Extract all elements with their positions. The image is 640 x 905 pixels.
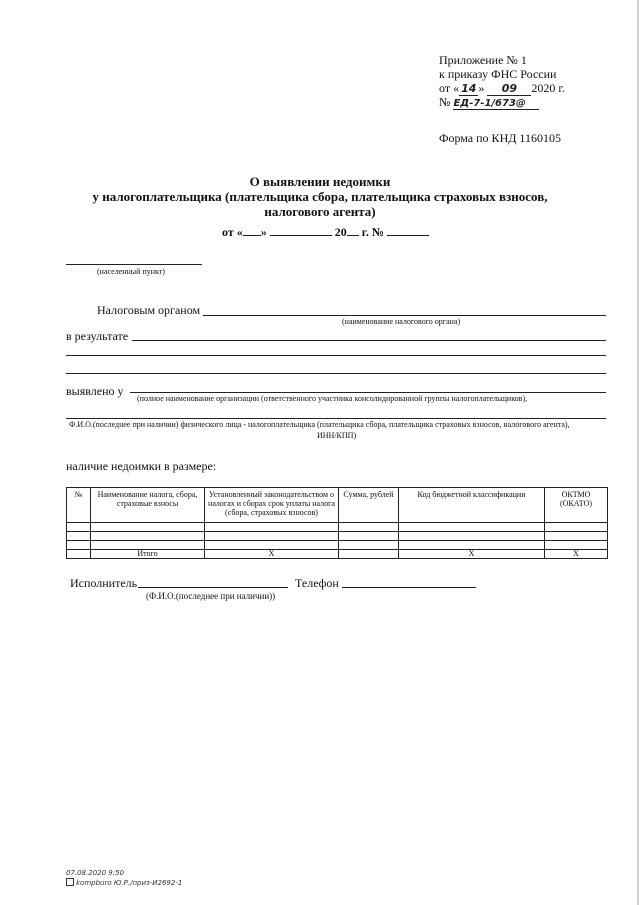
document-number-blank (387, 235, 429, 236)
identified-line (130, 392, 606, 393)
table-row (67, 541, 608, 550)
executor-line (138, 587, 288, 588)
blank-line-2 (66, 373, 606, 374)
document-title-line2: у налогоплательщика (плательщика сбора, плательщика страховых взносов, (92, 189, 548, 204)
print-icon (66, 878, 74, 886)
table-header-row (67, 488, 608, 523)
table-row (67, 523, 608, 532)
executor-caption: (Ф.И.О.(последнее при наличии)) (146, 591, 276, 601)
document-date-year: 20 (334, 225, 347, 239)
order-reference: к приказу ФНС России (439, 67, 557, 81)
form-code: Форма по КНД 1160105 (439, 131, 561, 145)
order-date-prefix: от « (439, 81, 460, 95)
order-date-month: 09 (487, 82, 531, 96)
phone-line (342, 587, 476, 588)
total-term-x: Х (205, 550, 339, 559)
order-number-prefix: № (439, 95, 451, 109)
person-caption-1: Ф.И.О.(последнее при наличии) физического лица - налогоплательщика (плательщика сбора, плательщика страховых взносов, налогового агента), (69, 420, 570, 429)
tax-authority-line (203, 315, 606, 316)
table-total-row (67, 550, 608, 559)
header-number: № (67, 488, 91, 523)
print-path-text: kompburo Ю.Р./приз-И2692-1 (76, 879, 183, 887)
header-oktmo: ОКТМО (ОКАТО) (545, 488, 608, 523)
as-result-line (132, 340, 606, 341)
document-date-mid: » (260, 225, 267, 239)
as-result-label: в результате (66, 329, 129, 343)
header-amount: Сумма, рублей (339, 488, 399, 523)
print-date: 07.08.2020 9:50 (66, 869, 125, 877)
table-row (67, 532, 608, 541)
identified-label: выявлено у (66, 384, 124, 398)
appendix-label: Приложение № 1 (439, 53, 527, 67)
document-date-end: г. № (361, 225, 384, 239)
person-caption-2: ИНН/КПП) (317, 431, 357, 440)
total-code-x: Х (399, 550, 545, 559)
total-oktmo-x: Х (545, 550, 608, 559)
tax-authority-caption: (наименование налогового органа) (342, 317, 461, 326)
document-date-month-blank (270, 235, 332, 236)
blank-line-1 (66, 355, 606, 356)
arrears-label: наличие недоимки в размере: (66, 459, 217, 473)
executor-label: Исполнитель (70, 576, 138, 590)
document-date-year-blank (347, 235, 359, 236)
order-number (439, 95, 539, 110)
order-date-year: 2020 г. (531, 81, 565, 95)
settlement-caption: (населенный пункт) (97, 267, 165, 276)
document-date-line (222, 225, 429, 240)
document-title-line3: налогового агента) (264, 204, 376, 219)
order-date-mid: » (478, 81, 485, 95)
order-date-day: 14 (461, 82, 477, 95)
document-title-line1: О выявлении недоимки (249, 174, 391, 189)
arrears-table (66, 487, 608, 559)
document-date-start: от « (222, 225, 243, 239)
settlement-line (66, 264, 202, 265)
header-payment-term: Установленный законодательством о налогах и сборах срок уплаты налога (сбора, страховых взносов) (205, 488, 339, 523)
header-tax-name: Наименование налога, сбора, страховые взносы (91, 488, 205, 523)
organization-caption: (полное наименование организации (ответственного участника консолидированной группы налогоплательщиков), (137, 394, 528, 403)
person-line (66, 418, 606, 419)
phone-label: Телефон (295, 576, 339, 590)
total-label: Итого (91, 550, 205, 559)
tax-authority-label: Налоговым органом (97, 303, 201, 317)
document-date-day-blank (243, 235, 261, 236)
header-budget-code: Код бюджетной классификации (399, 488, 545, 523)
order-number-value: ЕД-7-1/673@ (453, 98, 539, 110)
print-path (66, 878, 182, 887)
page-edge (637, 0, 639, 905)
order-date (439, 81, 565, 96)
